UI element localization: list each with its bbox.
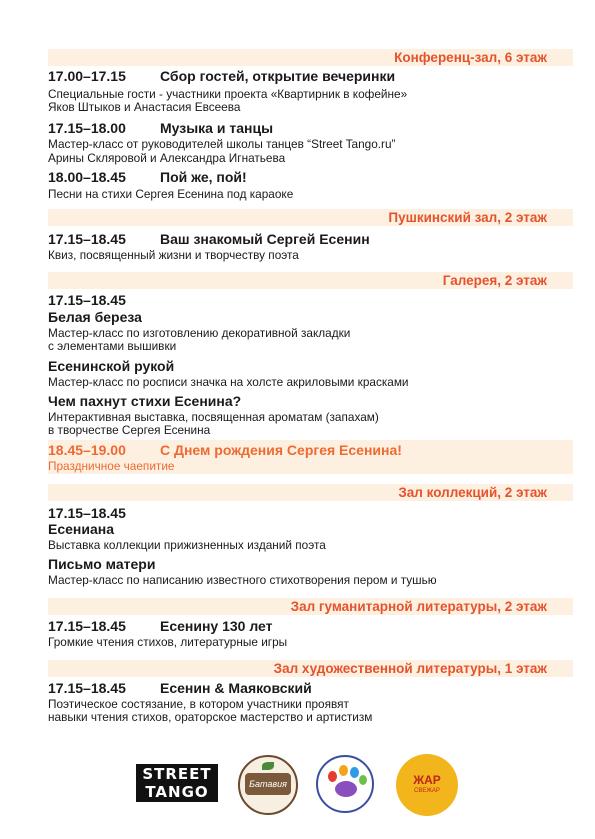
- event-row-readings: [48, 618, 273, 635]
- event-time: 17.15–18.45: [48, 618, 126, 634]
- partner-logos: [0, 750, 595, 820]
- event-row-dance: [48, 120, 273, 137]
- event-name: С Днем рождения Сергея Есенина!: [160, 442, 402, 458]
- event-name: Пой же, пой!: [160, 169, 247, 185]
- event-desc: Громкие чтения стихов, литературные игры: [48, 635, 288, 649]
- event-name: Есенин & Маяковский: [160, 680, 312, 696]
- venue-header-humanities: Зал гуманитарной литературы, 2 этаж: [48, 598, 573, 615]
- event-desc: Праздничное чаепитие: [48, 459, 175, 473]
- venue-header-conference: Конференц-зал, 6 этаж: [48, 49, 573, 66]
- event-row-contest: [48, 680, 312, 697]
- crumbs-logo: [316, 755, 374, 813]
- event-desc: Мастер-класс по написанию известного стихотворения пером и тушью: [48, 573, 437, 587]
- venue-header-fiction: Зал художественной литературы, 1 этаж: [48, 660, 573, 677]
- event-desc: Специальные гости - участники проекта «Квартирник в кофейне»: [48, 87, 408, 101]
- venue-header-gallery: Галерея, 2 этаж: [48, 272, 573, 289]
- event-desc: Выставка коллекции прижизненных изданий поэта: [48, 538, 326, 552]
- event-time: 17.15–18.45: [48, 292, 126, 308]
- paw-icon: [339, 765, 348, 776]
- event-desc: с элементами вышивки: [48, 339, 177, 353]
- event-time: 18.45–19.00: [48, 442, 126, 458]
- zhar-logo-subtext: СВЕЖАР: [414, 788, 440, 794]
- batavia-logo: [238, 755, 298, 815]
- event-desc: Мастер-класс от руководителей школы танцев “Street Tango.ru”: [48, 137, 396, 151]
- venue-header-collections: Зал коллекций, 2 этаж: [48, 484, 573, 501]
- event-time: 17.15–18.45: [48, 680, 126, 696]
- event-desc: Мастер-класс по росписи значка на холсте акриловыми красками: [48, 375, 409, 389]
- street-tango-logo: [136, 764, 218, 802]
- street-tango-logo-text: STREET TANGO: [142, 765, 212, 801]
- event-desc: навыки чтения стихов, ораторское мастерство и артистизм: [48, 710, 373, 724]
- leaf-icon: [262, 762, 274, 770]
- event-time: 17.15–18.45: [48, 231, 126, 247]
- event-desc: Песни на стихи Сергея Есенина под караоке: [48, 187, 294, 201]
- event-desc: Мастер-класс по изготовлению декоративной закладки: [48, 326, 351, 340]
- event-name: Есенину 130 лет: [160, 618, 273, 634]
- event-name: Есенинской рукой: [48, 358, 175, 374]
- event-row-quiz: [48, 231, 370, 248]
- event-time: 17.15–18.45: [48, 505, 126, 521]
- event-name: Музыка и танцы: [160, 120, 274, 136]
- venue-header-pushkin: Пушкинский зал, 2 этаж: [48, 209, 573, 226]
- event-desc: Яков Штыков и Анастасия Евсеева: [48, 100, 241, 114]
- event-name: Ваш знакомый Сергей Есенин: [160, 231, 370, 247]
- zhar-logo-text: ЖАР: [413, 773, 441, 787]
- event-name: Сбор гостей, открытие вечеринки: [160, 68, 396, 84]
- event-desc: Арины Скляровой и Александра Игнатьева: [48, 151, 286, 165]
- event-name: Есениана: [48, 521, 115, 537]
- event-time: 17.00–17.15: [48, 68, 126, 84]
- paw-icon: [359, 775, 367, 785]
- event-desc: Интерактивная выставка, посвященная ароматам (запахам): [48, 410, 379, 424]
- event-time-collections: [48, 505, 160, 522]
- event-desc: в творчестве Сергея Есенина: [48, 423, 211, 437]
- paw-icon: [328, 771, 337, 782]
- event-row-birthday: [48, 442, 402, 459]
- event-name: Чем пахнут стихи Есенина?: [48, 393, 242, 409]
- batavia-logo-text: Батавия: [245, 773, 291, 795]
- zhar-logo: [396, 754, 458, 816]
- paw-icon: [335, 781, 357, 797]
- event-time: 18.00–18.45: [48, 169, 126, 185]
- event-time: 17.15–18.00: [48, 120, 126, 136]
- event-time-gallery: [48, 292, 160, 309]
- event-row-opening: [48, 68, 395, 85]
- event-name: Письмо матери: [48, 556, 156, 572]
- paw-icon: [350, 767, 359, 778]
- event-row-karaoke: [48, 169, 247, 186]
- event-desc: Квиз, посвященный жизни и творчеству поэта: [48, 248, 299, 262]
- event-name: Белая береза: [48, 309, 142, 325]
- event-desc: Поэтическое состязание, в котором участники проявят: [48, 697, 349, 711]
